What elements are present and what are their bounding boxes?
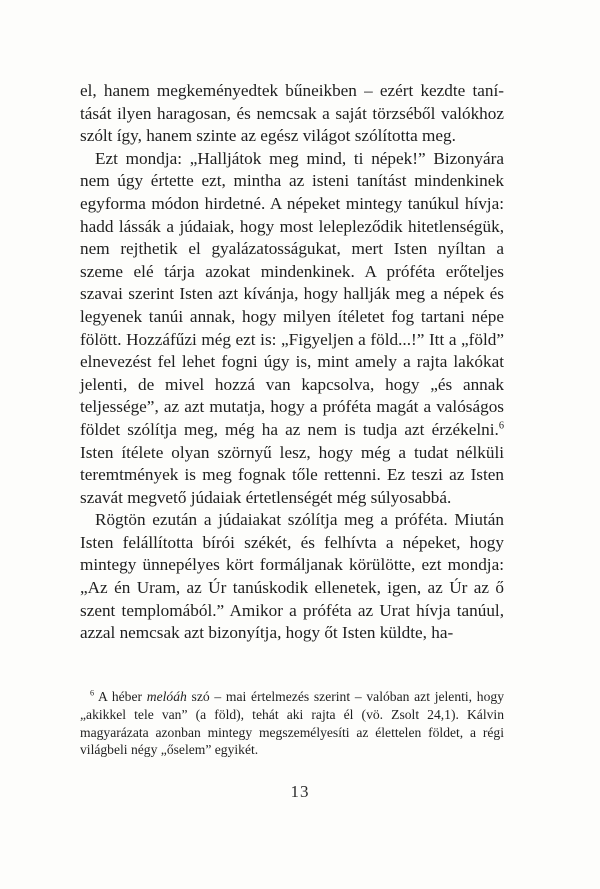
- footnote-marker: 6: [498, 420, 504, 432]
- footnote: [80, 688, 504, 759]
- text-run: el, hanem megkeményedtek bűneikben – ezért kezdte tanítását ilyen haragosan, és nemcsak a saját törzséből valókhoz szólt így, hanem szinte az egész világot szólította meg.: [80, 81, 504, 146]
- footnotes: [80, 688, 504, 759]
- page-number: 13: [290, 782, 310, 801]
- text-run: Rögtön ezután a júdaiakat szólítja meg a próféta. Miután Isten felállította bírói székét, és felhívta a népeket, hogy mintegy ünnepélyes kört formáljanak körülötte, ezt mondja: „Az én Uram, az Úr tanúskodik ellenetek, igen, az Úr az ő szent templomából.” Amikor a próféta az Urat hívja tanúul, azzal nemcsak azt bizonyítja, hogy őt Isten küldte, ha-: [80, 510, 504, 643]
- italic-term: melóáh: [146, 689, 187, 704]
- text-run: A héber: [94, 689, 147, 704]
- text-run: szó – mai értelmezés szerint – valóban azt jelenti, hogy „akikkel tele van” (a föld), tehát aki rajta él (vö. Zsolt 24,1). Kálvin magyarázata azonban mintegy megszemélyesíti az élettelen földet, a régi világbeli négy „őselem” egyikét.: [80, 689, 504, 758]
- paragraph: [80, 509, 504, 645]
- paragraph: [80, 80, 504, 148]
- text-run: Ezt mondja: „Halljátok meg mind, ti népek!” Bizonyára nem úgy értette ezt, mintha az isteni tanítást mindenkinek egyforma módon hirdetné. A népeket mintegy tanúkul hívja: hadd lássák a júdaiak, hogy most lelepleződik hitetlenségük, nem rejthetik el gyalázatosságukat, mert Isten nyíltan a szeme elé tárja azokat mindenkinek. A próféta erőteljes szavai szerint Isten azt kívánja, hogy hallják meg a népek és legyenek tanúi annak, hogy milyen ítéletet fog tartani népe fölött. Hozzáfűzi még ezt is: „Figyeljen a föld...!” Itt a „föld” elnevezést fel lehet fogni úgy is, mint amely a rajta lakókat jelenti, de mivel hozzá van kapcsolva, hogy „és annak teljessége”, az azt mutatja, hogy a próféta magát a valóságos földet szólítja meg, még ha az nem is tudja azt érzékelni.: [80, 148, 504, 439]
- text-run: Isten ítélete olyan szörnyű lesz, hogy még a tudat nélküli teremtmények is meg fognak tőle rettenni. Ez teszi az Isten szavát megvető júdaiak értetlenségét még súlyosabbá.: [80, 442, 504, 507]
- main-text: [80, 80, 504, 645]
- footnote-marker: 6: [90, 688, 95, 698]
- paragraph: [80, 148, 504, 510]
